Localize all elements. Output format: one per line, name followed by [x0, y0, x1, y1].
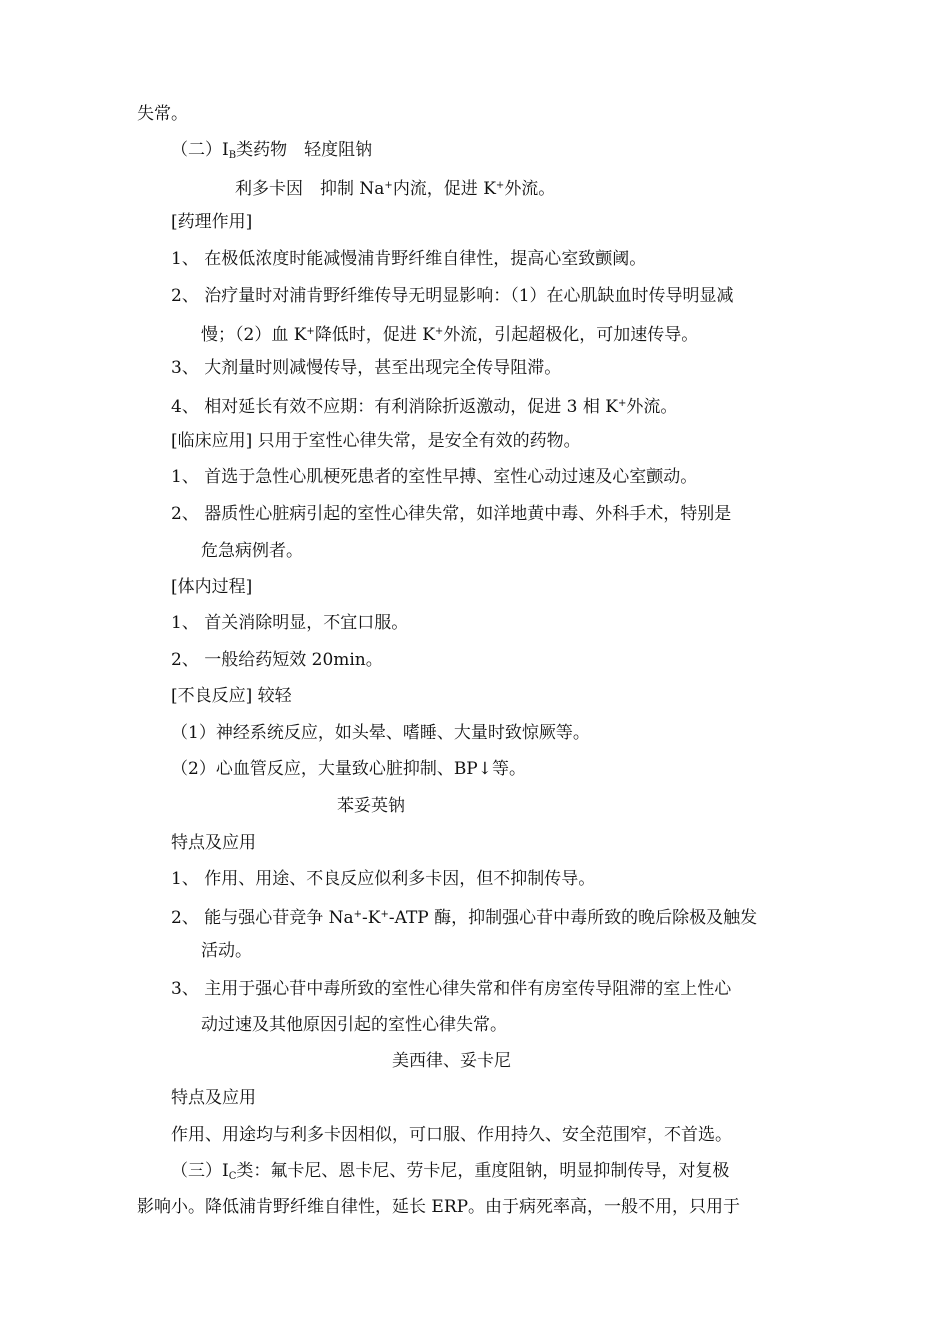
- superscript: +: [384, 180, 393, 191]
- list-item: 1、 首关消除明显，不宜口服。: [171, 613, 409, 633]
- drug-heading-phenytoin: 苯妥英钠: [337, 796, 405, 816]
- list-item-continuation: [201, 321, 698, 346]
- section-heading-ic: [171, 1160, 729, 1188]
- list-item: 2、 器质性心脏病引起的室性心律失常，如洋地黄中毒、外科手术，特别是: [171, 504, 732, 524]
- list-item: （1）神经系统反应，如头晕、嗜睡、大量时致惊厥等。: [171, 723, 590, 743]
- list-item: 2、 治疗量时对浦肯野纤维传导无明显影响：（1）在心肌缺血时传导明显减: [171, 286, 734, 306]
- superscript: +: [434, 326, 444, 337]
- text-segment: 慢；（2）血 K: [201, 325, 307, 345]
- section-label: [体内过程]: [171, 577, 253, 597]
- subscript: C: [228, 1171, 237, 1182]
- section-label: [药理作用]: [171, 212, 253, 232]
- list-item: 1、 在极低浓度时能减慢浦肯野纤维自律性，提高心室致颤阈。: [171, 249, 647, 269]
- text-segment: -ATP 酶，抑制强心苷中毒所致的晚后除极及触发: [388, 908, 758, 928]
- paragraph-line: 作用、用途均与利多卡因相似，可口服、作用持久、安全范围窄，不首选。: [171, 1125, 732, 1145]
- superscript: +: [495, 180, 505, 191]
- text-line: 失常。: [137, 104, 188, 124]
- text-segment: 外流，引起超极化，可加速传导。: [443, 325, 699, 345]
- list-item: 3、 大剂量时则减慢传导，甚至出现完全传导阻滞。: [171, 358, 562, 378]
- text-segment: 外流。: [504, 179, 556, 199]
- drug-heading-mexiletine: 美西律、妥卡尼: [392, 1051, 511, 1071]
- superscript: +: [617, 398, 627, 409]
- text-segment: -K: [362, 908, 381, 928]
- list-item-continuation: 活动。: [201, 941, 252, 961]
- heading-text: 类：氟卡尼、恩卡尼、劳卡尼，重度阻钠，明显抑制传导，对复极: [236, 1161, 730, 1181]
- list-item-continuation: 动过速及其他原因引起的室性心律失常。: [201, 1015, 507, 1035]
- section-label: [不良反应] 较轻: [171, 686, 292, 706]
- drug-heading-lidocaine: [235, 175, 555, 200]
- heading-text: （三）I: [171, 1161, 229, 1181]
- subscript: B: [228, 150, 237, 161]
- list-item: （2）心血管反应，大量致心脏抑制、BP↓等。: [171, 759, 526, 779]
- list-item: 2、 一般给药短效 20min。: [171, 650, 383, 670]
- superscript: +: [353, 909, 363, 920]
- section-label: 特点及应用: [171, 1088, 256, 1108]
- text-segment: 2、 能与强心苷竞争 Na: [171, 908, 354, 928]
- section-label: 特点及应用: [171, 833, 256, 853]
- list-item: 3、 主用于强心苷中毒所致的室性心律失常和伴有房室传导阻滞的室上性心: [171, 979, 732, 999]
- heading-text: 类药物 轻度阻钠: [236, 140, 373, 160]
- paragraph-line: 影响小。降低浦肯野纤维自律性，延长 ERP。由于病死率高，一般不用，只用于: [137, 1197, 741, 1217]
- text-segment: 4、 相对延长有效不应期：有利消除折返激动，促进 3 相 K: [171, 397, 618, 417]
- section-label: [临床应用] 只用于室性心律失常，是安全有效的药物。: [171, 431, 581, 451]
- section-heading-ib: [171, 139, 372, 167]
- heading-text: （二）I: [171, 140, 229, 160]
- text-segment: 外流。: [626, 397, 678, 417]
- superscript: +: [380, 909, 389, 920]
- list-item: 1、 首选于急性心肌梗死患者的室性早搏、室性心动过速及心室颤动。: [171, 467, 698, 487]
- list-item-continuation: 危急病例者。: [201, 541, 303, 561]
- text-segment: 降低时，促进 K: [314, 325, 435, 345]
- superscript: +: [306, 326, 315, 337]
- list-item: [171, 393, 677, 418]
- text-segment: 内流，促进 K: [392, 179, 496, 199]
- list-item: 1、 作用、用途、不良反应似利多卡因，但不抑制传导。: [171, 869, 596, 889]
- list-item: [171, 904, 757, 929]
- text-segment: 利多卡因 抑制 Na: [235, 179, 385, 199]
